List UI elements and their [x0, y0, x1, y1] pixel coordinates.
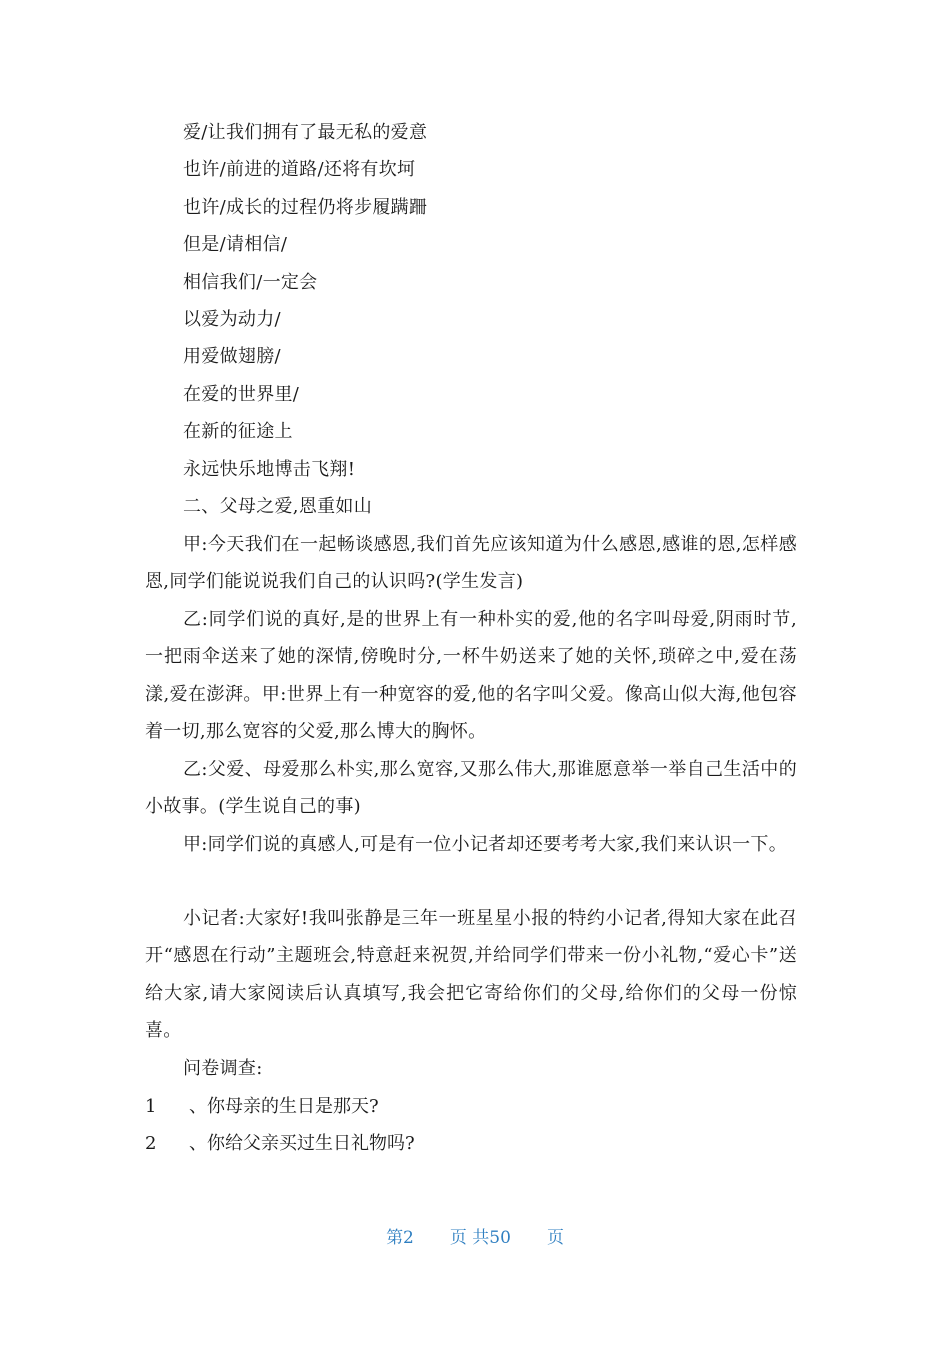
question-item	[145, 1132, 415, 1156]
question-number: 1	[145, 1096, 157, 1117]
paragraph-yi-2: 乙:父爱、母爱那么朴实,那么宽容,又那么伟大,那谁愿意举一举自己生活中的小故事。(学生说自己的事)	[145, 759, 797, 818]
question-item	[145, 1095, 379, 1119]
questionnaire-title: 问卷调查:	[183, 1058, 263, 1079]
question-number: 2	[145, 1133, 157, 1154]
paragraph-yi-1: 乙:同学们说的真好,是的世界上有一种朴实的爱,他的名字叫母爱,阴雨时节,一把雨伞送来了她的深情,傍晚时分,一杯牛奶送来了她的关怀,琐碎之中,爱在荡漾,爱在澎湃。甲:世界上有一种宽容的爱,他的名字叫父爱。像高山似大海,他包容着一切,那么宽容的父爱,那么博大的胸怀。	[145, 609, 797, 743]
paragraph-jia-1: 甲:今天我们在一起畅谈感恩,我们首先应该知道为什么感恩,感谁的恩,怎样感恩,同学们能说说我们自己的认识吗?(学生发言)	[145, 534, 797, 593]
poem-line: 在新的征途上	[183, 421, 293, 442]
question-text: 、你给父亲买过生日礼物吗?	[189, 1133, 415, 1154]
paragraph-reporter: 小记者:大家好!我叫张静是三年一班星星小报的特约小记者,得知大家在此召开“感恩在行动”主题班会,特意赶来祝贺,并给同学们带来一份小礼物,“爱心卡”送给大家,请大家阅读后认真填写,我会把它寄给你们的父母,给你们的父母一份惊喜。	[145, 908, 797, 1042]
poem-line: 但是/请相信/	[183, 234, 288, 255]
poem-line: 也许/成长的过程仍将步履蹒跚	[183, 197, 428, 218]
poem-line: 用爱做翅膀/	[183, 346, 281, 367]
poem-line: 永远快乐地博击飞翔!	[183, 459, 356, 480]
page-number-prefix: 第2	[386, 1228, 414, 1248]
section-heading: 二、父母之爱,恩重如山	[183, 496, 373, 517]
poem-line: 爱/让我们拥有了最无私的爱意	[183, 122, 428, 143]
poem-line: 以爱为动力/	[183, 309, 281, 330]
poem-line: 在爱的世界里/	[183, 384, 300, 405]
poem-line: 也许/前进的道路/还将有坎坷	[183, 159, 416, 180]
page-number-total: 页 共50	[449, 1228, 511, 1248]
paragraph-jia-2: 甲:同学们说的真感人,可是有一位小记者却还要考考大家,我们来认识一下。	[183, 834, 788, 855]
page-number-suffix: 页	[546, 1228, 564, 1248]
page-footer	[0, 1226, 950, 1250]
poem-line: 相信我们/一定会	[183, 272, 318, 293]
question-text: 、你母亲的生日是那天?	[189, 1096, 379, 1117]
